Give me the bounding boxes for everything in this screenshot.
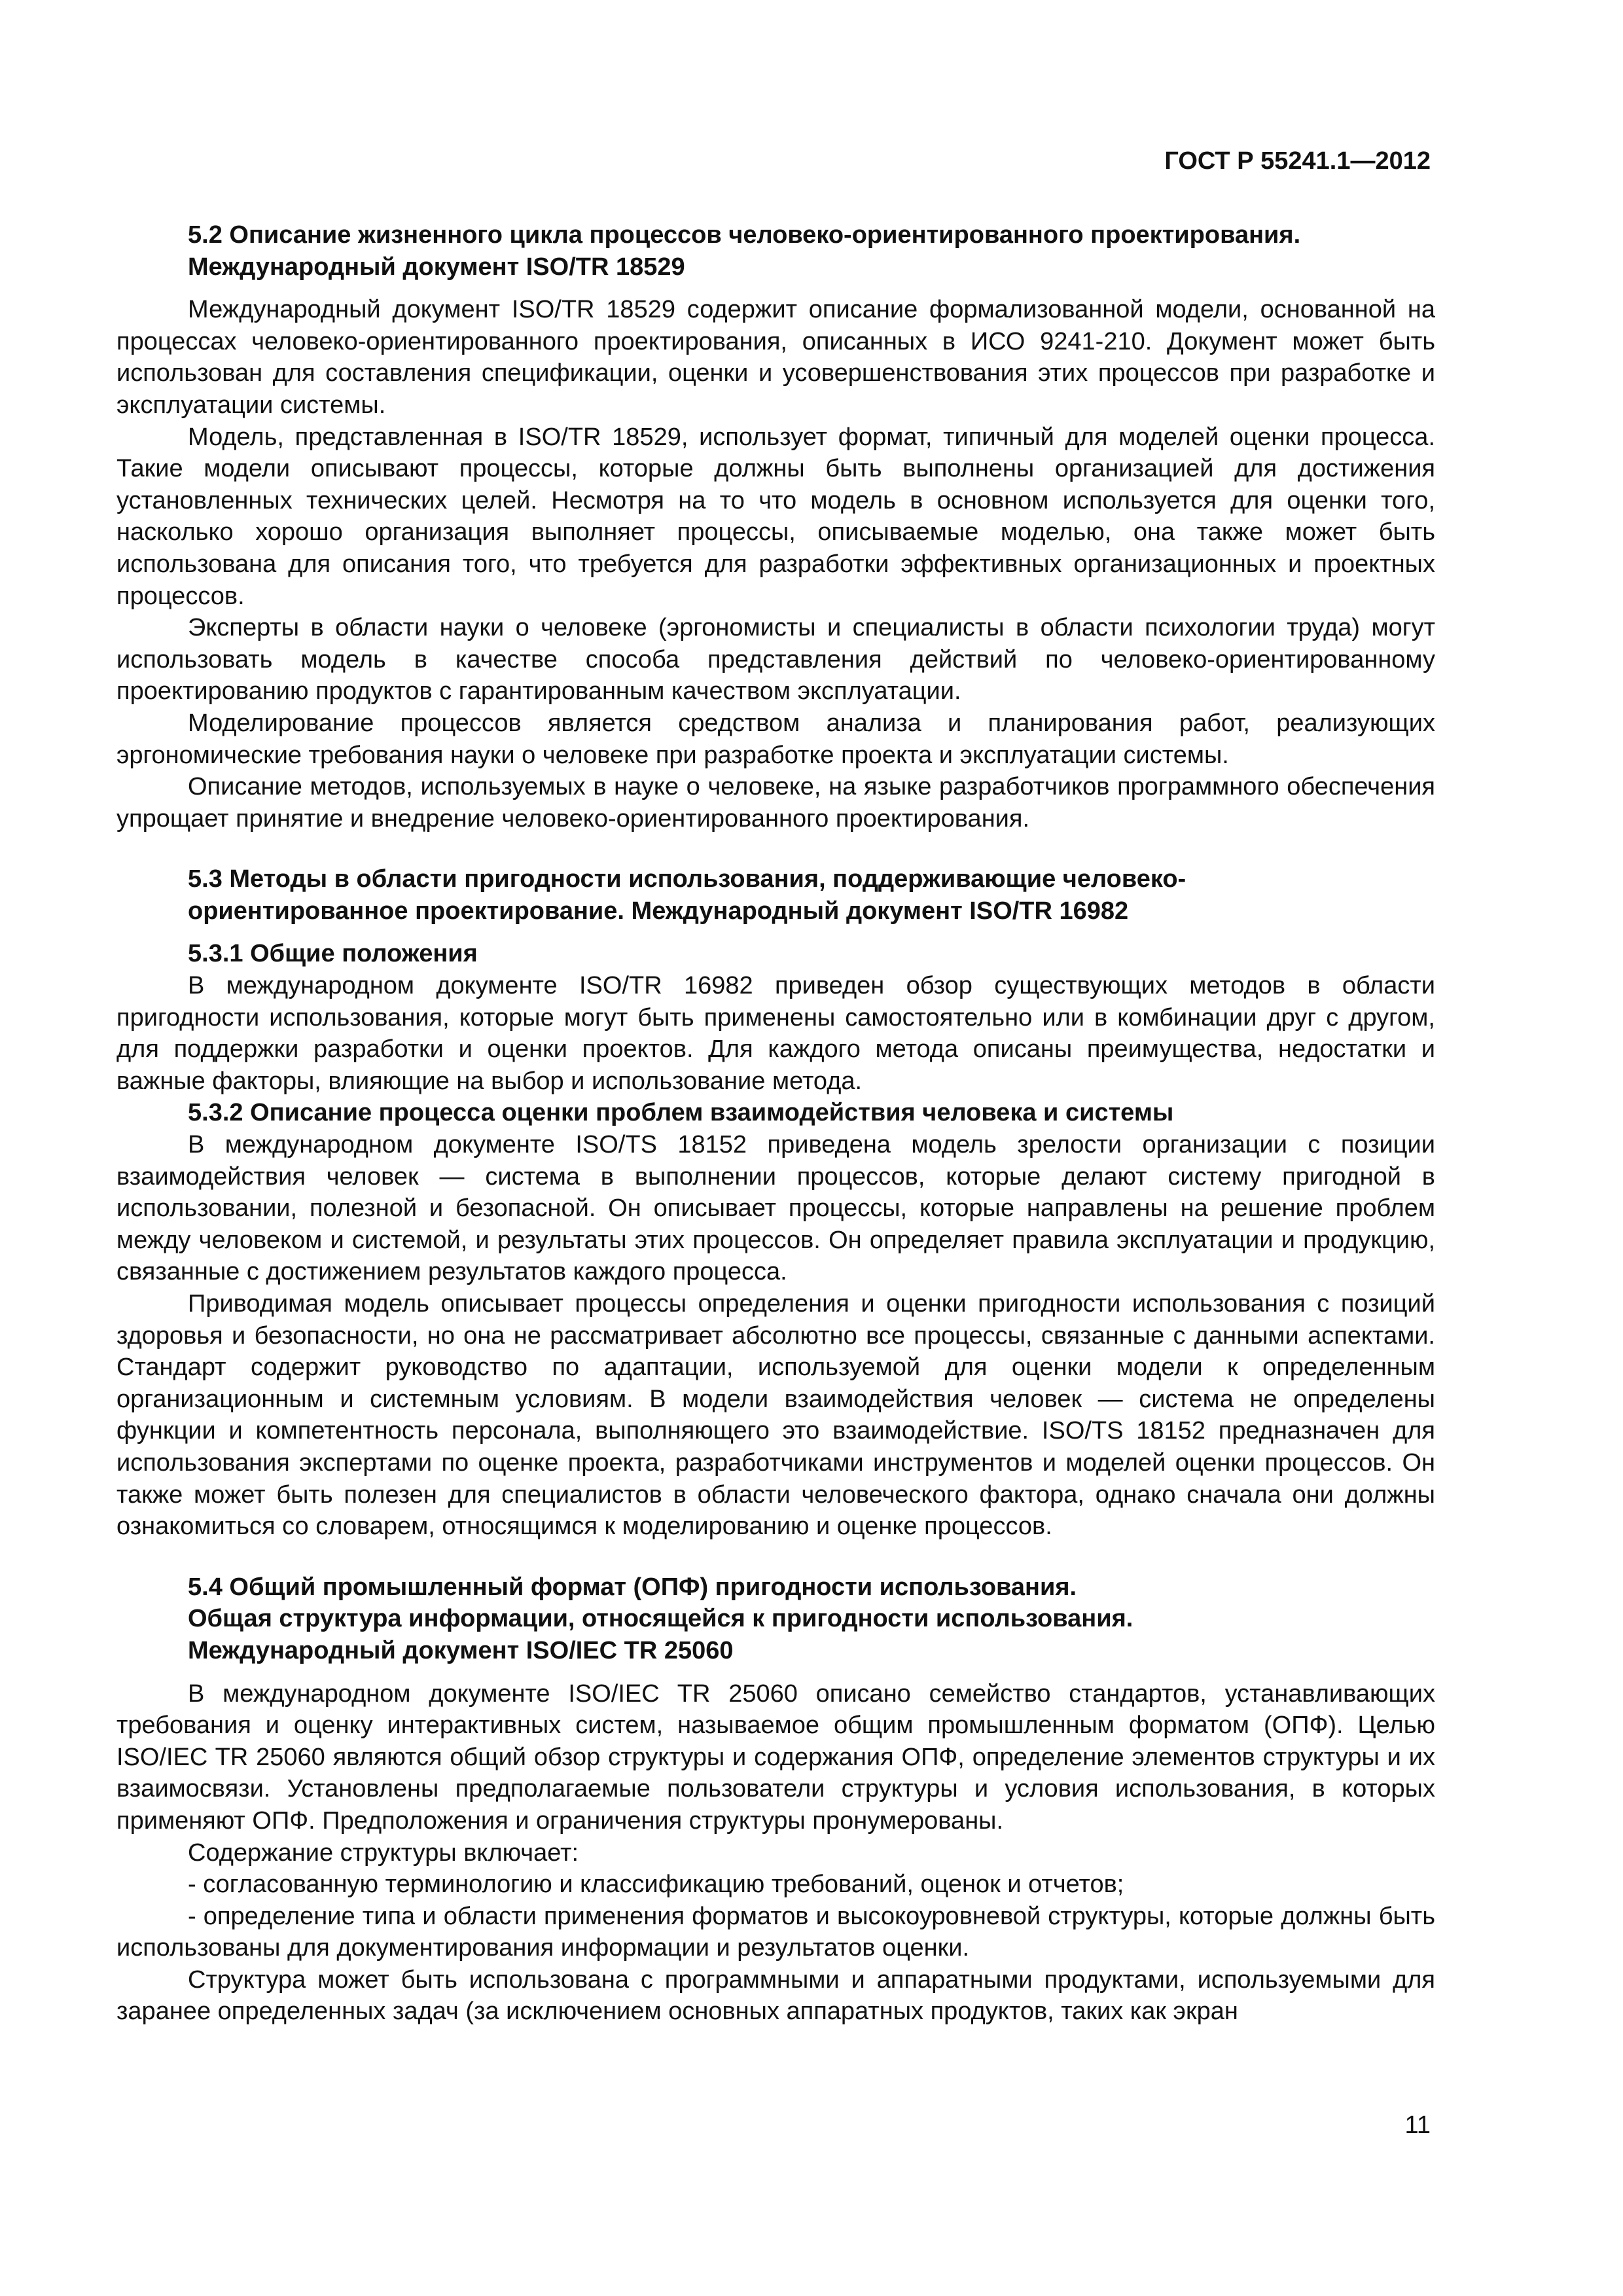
section-5-4 <box>116 1571 1435 2028</box>
paragraph: В международном документе ISO/IEC TR 25060 описано семейство стандартов, устанавливающих требования и оценку интерактивных систем, называемое общим промышленным форматом (ОПФ). Целью ISO/IEC TR 25060 являются общий обзор структуры и содержания ОПФ, определение элементов структуры и их взаимосвязи. Установлены предполагаемые пользователи структуры и условия использования, в которых применяют ОПФ. Предположения и ограничения структуры пронумерованы. <box>116 1679 1435 1835</box>
section-5-2-heading-line1: 5.2 Описание жизненного цикла процессов человеко-ориентированного проектирования. <box>188 221 1301 249</box>
page-number: 11 <box>1404 2111 1431 2139</box>
section-5-2-heading <box>116 219 1435 283</box>
paragraph: Содержание структуры включает: <box>188 1839 579 1867</box>
section-5-3-heading <box>116 863 1435 927</box>
section-5-3-heading-line1: 5.3 Методы в области пригодности использования, поддерживающие человеко- <box>188 865 1186 893</box>
section-5-3-2-heading: 5.3.2 Описание процесса оценки проблем взаимодействия человека и системы <box>188 1099 1174 1127</box>
section-5-3 <box>116 863 1435 1542</box>
section-5-4-heading-line3: Международный документ ISO/IEC TR 25060 <box>188 1636 734 1664</box>
section-5-4-heading <box>116 1571 1435 1667</box>
section-5-3-1-heading: 5.3.1 Общие положения <box>188 940 478 968</box>
document-code: ГОСТ Р 55241.1—2012 <box>1164 147 1431 175</box>
list-item: - согласованную терминологию и классификацию требований, оценок и отчетов; <box>188 1871 1124 1899</box>
section-5-3-heading-line2: ориентированное проектирование. Международный документ ISO/TR 16982 <box>188 897 1129 925</box>
paragraph: В международном документе ISO/TS 18152 приведена модель зрелости организации с позиции взаимодействия человек — система в выполнении процессов, которые делают систему пригодной в использовании, полезной и безопасной. Он описывает процессы, которые направлены на решение проблем между человеком и системой, и результаты этих процессов. Он определяет правила эксплуатации и продукцию, связанные с достижением результатов каждого процесса. <box>116 1131 1435 1286</box>
section-5-2 <box>116 219 1435 834</box>
section-5-4-heading-line1: 5.4 Общий промышленный формат (ОПФ) пригодности использования. <box>188 1573 1077 1601</box>
paragraph: Описание методов, используемых в науке о человеке, на языке разработчиков программного обеспечения упрощает принятие и внедрение человеко-ориентированного проектирования. <box>116 773 1435 833</box>
paragraph: Международный документ ISO/TR 18529 содержит описание формализованной модели, основанной на процессах человеко-ориентированного проектирования, описанных в ИСО 9241-210. Документ может быть использован для составления спецификации, оценки и усовершенствования этих процессов при разработке и эксплуатации системы. <box>116 296 1435 419</box>
paragraph: В международном документе ISO/TR 16982 приведен обзор существующих методов в области пригодности использования, которые могут быть применены самостоятельно или в комбинации друг с другом, для поддержки разработки и оценки проектов. Для каждого метода описаны преимущества, недостатки и важные факторы, влияющие на выбор и использование метода. <box>116 972 1435 1095</box>
list-item: - определение типа и области применения форматов и высокоуровневой структуры, которые должны быть использованы для документирования информации и результатов оценки. <box>116 1902 1435 1962</box>
page-content <box>116 219 1435 2028</box>
paragraph: Эксперты в области науки о человеке (эргономисты и специалисты в области психологии труда) могут использовать модель в качестве способа представления действий по человеко-ориентированному проектированию продуктов с гарантированным качеством эксплуатации. <box>116 614 1435 706</box>
section-5-4-heading-line2: Общая структура информации, относящейся к пригодности использования. <box>188 1605 1133 1633</box>
paragraph: Моделирование процессов является средством анализа и планирования работ, реализующих эргономические требования науки о человеке при разработке проекта и эксплуатации системы. <box>116 709 1435 769</box>
section-5-2-heading-line2: Международный документ ISO/TR 18529 <box>188 253 685 281</box>
paragraph: Структура может быть использована с программными и аппаратными продуктами, используемыми для заранее определенных задач (за исключением основных аппаратных продуктов, таких как экран <box>116 1965 1435 2026</box>
paragraph: Приводимая модель описывает процессы определения и оценки пригодности использования с позиций здоровья и безопасности, но она не рассматривает абсолютно все процессы, связанные с данными аспектами. Стандарт содержит руководство по адаптации, используемой для оценки модели к определенным организационным и системным условиям. В модели взаимодействия человек — система не определены функции и компетентность персонала, выполняющего это взаимодействие. ISO/TS 18152 предназначен для использования экспертами по оценке проекта, разработчиками инструментов и моделей оценки процессов. Он также может быть полезен для специалистов в области человеческого фактора, однако сначала они должны ознакомиться со словарем, относящимся к моделированию и оценке процессов. <box>116 1290 1435 1541</box>
paragraph: Модель, представленная в ISO/TR 18529, использует формат, типичный для моделей оценки процесса. Такие модели описывают процессы, которые должны быть выполнены организацией для достижения установленных технических целей. Несмотря на то что модель в основном используется для оценки того, насколько хорошо организация выполняет процессы, описываемые моделью, она также может быть использована для описания того, что требуется для разработки эффективных организационных и проектных процессов. <box>116 423 1435 610</box>
